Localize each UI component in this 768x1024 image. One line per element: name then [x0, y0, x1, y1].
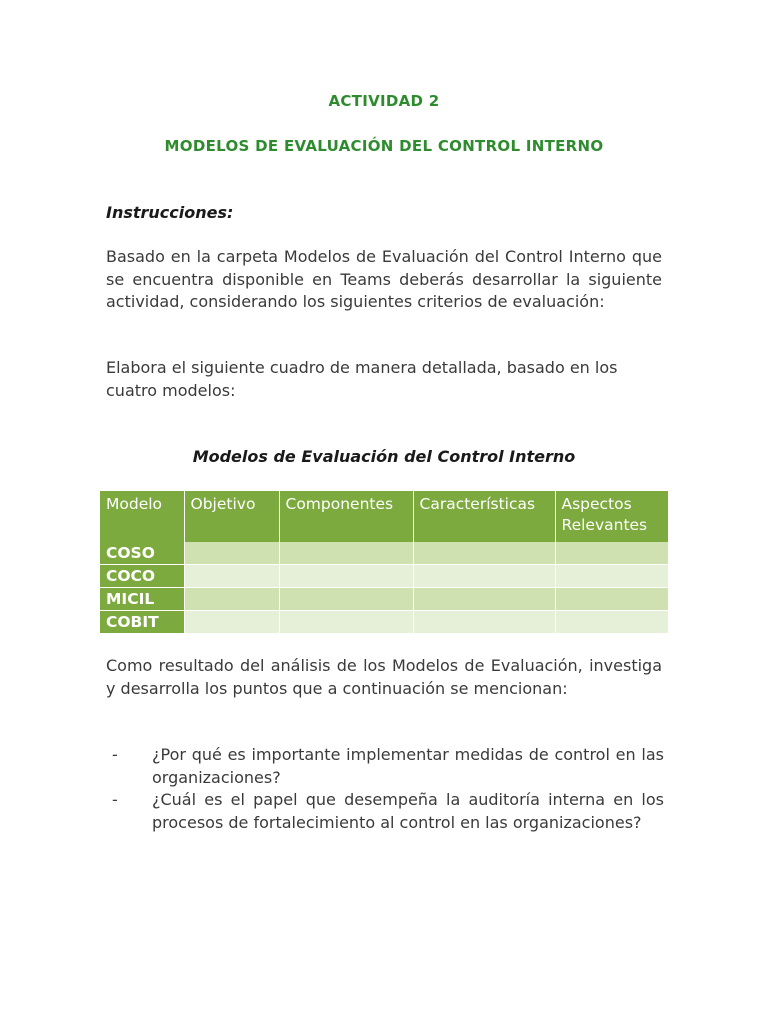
table-cell — [413, 611, 555, 634]
question-text: ¿Cuál es el papel que desempeña la auditoría interna en los procesos de fortalecimiento al control en las organizaciones? — [152, 790, 664, 832]
header-componentes: Componentes — [279, 491, 413, 542]
table-cell — [279, 611, 413, 634]
table-cell — [413, 588, 555, 611]
list-item — [112, 789, 664, 834]
header-modelo: Modelo — [100, 491, 184, 542]
table-cell — [279, 588, 413, 611]
table-row — [100, 542, 668, 565]
header-caracteristicas: Características — [413, 491, 555, 542]
analysis-paragraph: Como resultado del análisis de los Modelos de Evaluación, investiga y desarrolla los puntos que a continuación se mencionan: — [106, 656, 662, 698]
bullet-marker: - — [112, 790, 118, 809]
table-row — [100, 565, 668, 588]
table-cell — [413, 542, 555, 565]
question-text: ¿Por qué es importante implementar medidas de control en las organizaciones? — [152, 745, 664, 787]
table-cell — [279, 542, 413, 565]
table-row — [100, 588, 668, 611]
header-objetivo: Objetivo — [184, 491, 279, 542]
table-title: Modelos de Evaluación del Control Interno — [192, 447, 576, 466]
instructions-heading: Instrucciones: — [106, 203, 234, 222]
table-cell — [184, 588, 279, 611]
document-title: MODELOS DE EVALUACIÓN DEL CONTROL INTERNO — [164, 137, 604, 155]
bullet-marker: - — [112, 745, 118, 764]
task-paragraph: Elabora el siguiente cuadro de manera detallada, basado en los cuatro modelos: — [106, 358, 618, 400]
table-row — [100, 611, 668, 634]
table-cell — [555, 565, 668, 588]
questions-list — [112, 744, 664, 834]
table-cell — [184, 542, 279, 565]
table-cell — [184, 611, 279, 634]
table-cell — [413, 565, 555, 588]
table-cell — [555, 611, 668, 634]
activity-title: ACTIVIDAD 2 — [328, 92, 440, 110]
list-item — [112, 744, 664, 789]
model-cell: MICIL — [100, 588, 184, 611]
table-cell — [555, 588, 668, 611]
model-cell: COSO — [100, 542, 184, 565]
header-aspectos-relevantes: Aspectos Relevantes — [555, 491, 668, 542]
instructions-paragraph: Basado en la carpeta Modelos de Evaluación del Control Interno que se encuentra disponible en Teams deberás desarrollar la siguiente actividad, considerando los siguientes criterios de evaluación: — [106, 247, 662, 311]
table-header-row — [100, 491, 668, 542]
table-cell — [279, 565, 413, 588]
table-cell — [184, 565, 279, 588]
model-cell: COCO — [100, 565, 184, 588]
table-cell — [555, 542, 668, 565]
model-cell: COBIT — [100, 611, 184, 634]
evaluation-models-table — [100, 491, 668, 634]
